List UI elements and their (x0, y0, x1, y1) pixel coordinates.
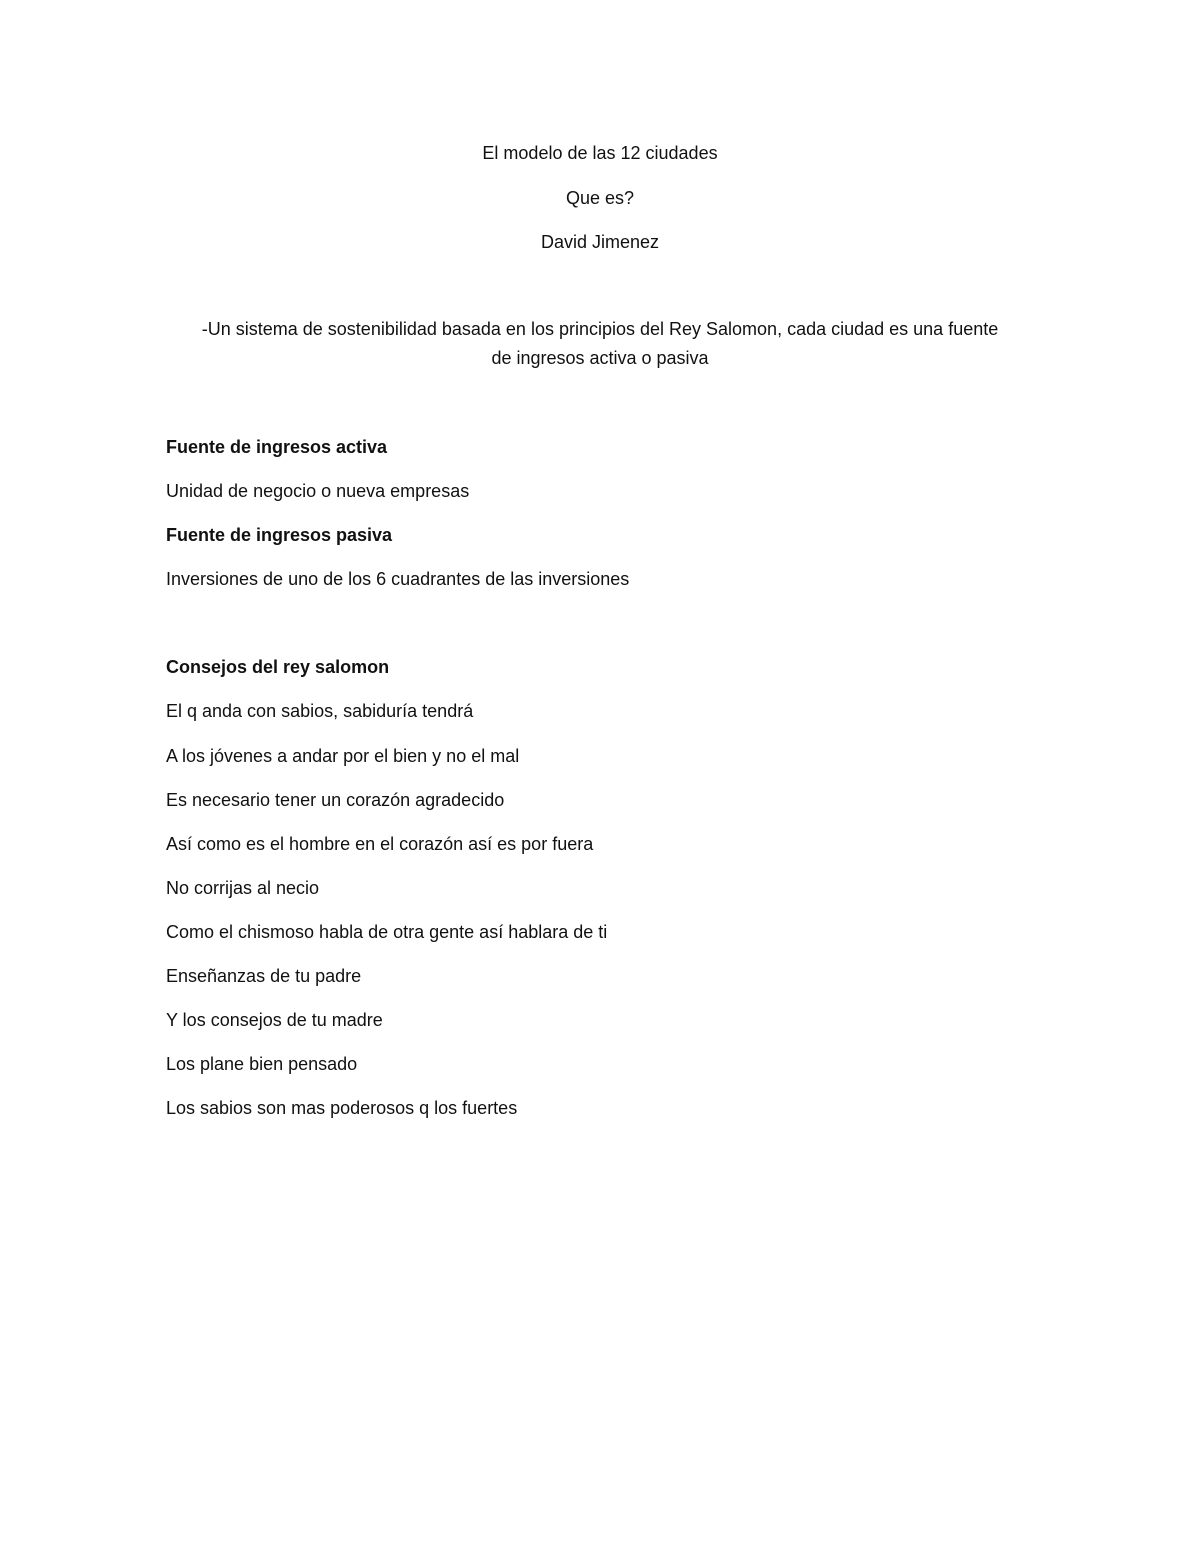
advice-item: No corrijas al necio (166, 878, 320, 898)
advice-item: Los plane bien pensado (166, 1054, 358, 1074)
passive-income-heading: Fuente de ingresos pasiva (166, 525, 393, 545)
advice-item: A los jóvenes a andar por el bien y no el mal (166, 746, 520, 766)
advice-item: Como el chismoso habla de otra gente así hablara de ti (166, 922, 608, 942)
active-income-text: Unidad de negocio o nueva empresas (166, 481, 470, 501)
active-income-heading: Fuente de ingresos activa (166, 437, 388, 457)
advice-item: Los sabios son mas poderosos q los fuertes (166, 1098, 518, 1118)
advice-item: Y los consejos de tu madre (166, 1010, 383, 1030)
document-title: El modelo de las 12 ciudades (482, 143, 718, 163)
advice-item: Así como es el hombre en el corazón así es por fuera (166, 834, 594, 854)
intro-line-2: de ingresos activa o pasiva (491, 348, 709, 368)
advice-heading: Consejos del rey salomon (166, 657, 390, 677)
passive-income-text: Inversiones de uno de los 6 cuadrantes de las inversiones (166, 569, 630, 589)
document-subtitle: Que es? (565, 188, 635, 208)
advice-item: El q anda con sabios, sabiduría tendrá (166, 701, 474, 721)
document-author: David Jimenez (540, 232, 660, 252)
advice-item: Enseñanzas de tu padre (166, 966, 362, 986)
advice-item: Es necesario tener un corazón agradecido (166, 790, 505, 810)
intro-line-1: -Un sistema de sostenibilidad basada en los principios del Rey Salomon, cada ciudad es una fuente (201, 319, 999, 339)
